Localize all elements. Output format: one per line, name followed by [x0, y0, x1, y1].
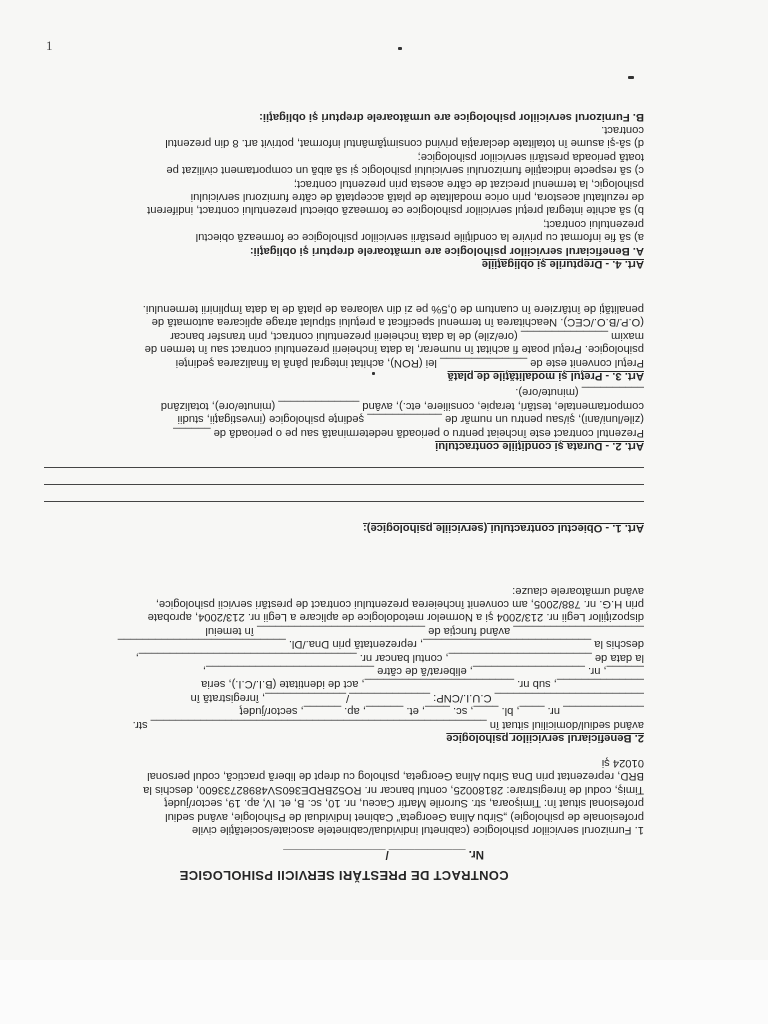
- art4-heading: Art. 4. - Drepturile şi obligaţiile: [481, 258, 644, 270]
- contract-number: Nr. ____________/________________: [283, 848, 484, 860]
- art4-a-line: psihologic, la termenul precizat de către acesta prin prezentul contract;: [293, 177, 644, 190]
- art3-line: psihologice. Preţul poate fi achitat în numerar, la data încheierii prezentului contract sau în termen de: [144, 343, 644, 356]
- party1-line: Timiş, codul de înregistrare: 28180025, contul bancar nr. RO52BRDE360SV48982733600, deschis la: [143, 783, 644, 796]
- party2-line: la data de _______________________, contul bancar nr. ___________________________________,: [135, 651, 644, 664]
- party1-line: BRD, reprezentat prin Dna Sirbu Alina Georgeta, psiholog cu drept de liberă practică, codul personal: [147, 770, 644, 783]
- art3-line: Preţul convenit este de ______________ lei (RON), achitat integral până la finalizarea şedinţei: [175, 356, 644, 369]
- art4-sub-a: A. Beneficiarul serviciilor psihologice are următoarele drepturi şi obligaţii:: [249, 244, 644, 257]
- art3-line: maxim ______________ (ore/zile) de la data încheierii prezentului contract, prin transfer bancar: [170, 329, 644, 342]
- section-party1: [44, 756, 644, 836]
- art1-blank-line: [44, 467, 644, 481]
- page-bottom-margin: [0, 960, 768, 1024]
- party2-line: prin H.G. nr. 788/2005, am convenit încheierea prezentului contract de prestări servicii psihologice,: [155, 597, 644, 610]
- art2-line: (zile/luni/ani), şi/sau pentru un număr de ____________ şedinţe psihologice (investigaţii, studii: [177, 413, 644, 426]
- party2-line: ______, nr. __________________, eliberat/ă de către ___________________________,: [202, 664, 644, 677]
- art2-line: comportamentale, testări, terapie, consiliere, etc.), având _____________ (minute/ore), totalizând: [160, 399, 644, 412]
- art1-blank-line: [44, 501, 644, 515]
- party2-line: dispoziţiilor Legii nr. 213/2004 şi a Normelor metodologice de aplicare a Legii nr. 213/2004, aprobate: [147, 611, 644, 624]
- party2-line: _____________ nr. ____, bl. ____, sc. ____, et. ______, ap. ______, sector/judeţ: [239, 705, 644, 718]
- contract-document: [44, 0, 644, 960]
- art2-line: __________ (minute/ore).: [515, 386, 644, 399]
- art3-heading: Art. 3. - Preţul şi modalităţile de plată: [447, 370, 644, 382]
- art4-a-line: d) să-şi asume în totalitate declaraţia privind consimţământul informat, potrivit art. 8 din prezentul: [165, 137, 644, 150]
- section-party2: [44, 583, 644, 744]
- party2-line: având sediul/domiciliul situat în ______________________________________________________ str.: [132, 718, 644, 731]
- art4-a-line: c) să respecte indicaţiile furnizorului serviciului psihologic şi să aibă un comportament civilizat pe: [166, 164, 644, 177]
- page-number-mark: 1: [46, 38, 53, 53]
- contract-title: CONTRACT DE PRESTĂRI SERVICII PSIHOLOGICE: [179, 868, 509, 883]
- section-art4: [44, 109, 644, 270]
- art1-heading: Art. 1. - Obiectul contractului (serviciile psihologice):: [363, 522, 644, 534]
- party2-heading: 2. Beneficiarul serviciilor psihologice: [446, 732, 644, 744]
- art4-a-line: de rezultatul acestora, prin orice modalitate de plată acceptată de către furnizorul serviciului: [190, 190, 644, 203]
- party1-line: profesionale de psihologie) „Sirbu Alina Georgeta” Cabinet Individual de Psihologie, având sediul: [165, 810, 644, 823]
- art2-heading: Art. 2. - Durata şi condiţiile contractului: [435, 440, 644, 452]
- party1-line: 1. Furnizorul serviciilor psihologice (cabinetul individual/cabinetele asociate/societăţile civile: [191, 824, 644, 836]
- section-art3: [44, 302, 644, 382]
- art4-sub-b: B. Furnizorul serviciilor psihologice are următoarele drepturi şi obligaţii:: [259, 110, 644, 123]
- party2-line: având următoarele clauze:: [512, 584, 644, 597]
- party2-line: deschis la ___________________________, reprezentată prin Dna./Dl. ___________________________: [117, 638, 644, 651]
- party1-line: 01024 şi: [601, 756, 644, 769]
- section-art2: [44, 385, 644, 452]
- section-art1: [44, 464, 644, 534]
- art4-a-line: b) să achite integral preţul serviciilor psihologice ce formează obiectul prezentului contract, indiferent: [147, 204, 644, 217]
- art3-line: (O.P./B.O./CEC). Neachitarea în termenul specificat a preţului stipulat atrage aplicarea automată de: [151, 316, 644, 329]
- party2-line: ______________, sub nr. ________________________, act de identitate (B.I./C.I.), seria: [201, 678, 644, 691]
- art4-a-line: a) să fie informat cu privire la condiţiile prestării serviciilor psihologice ce formează obiectul: [195, 231, 644, 244]
- party1-line: profesional situat în: Timişoara, str. Surorile Martir Caceu, nr. 10, sc. B, et. IV, ap. 19, sector/judeţ: [164, 797, 644, 810]
- art3-line: penalităţi de întârziere în cuantum de 0,5% pe zi din valoarea de plată de la data împlinirii termenului.: [142, 302, 644, 315]
- art1-blank-line: [44, 484, 644, 498]
- art4-a-line: toată perioada prestării serviciilor psihologice;: [417, 150, 644, 163]
- party2-line: _____________________ având funcţia de ___________________________ în temeiul: [205, 624, 644, 637]
- party2-line: ________________________ C.U.I./CNP: _____________/_____________, înregistrată în: [190, 691, 644, 704]
- art2-line: Prezentul contract este încheiat pentru o perioadă nedeterminată sau pe o perioadă de ______: [173, 426, 644, 439]
- art4-a-line: prezentului contract;: [543, 217, 644, 230]
- art4-a-line: contract.: [601, 123, 644, 136]
